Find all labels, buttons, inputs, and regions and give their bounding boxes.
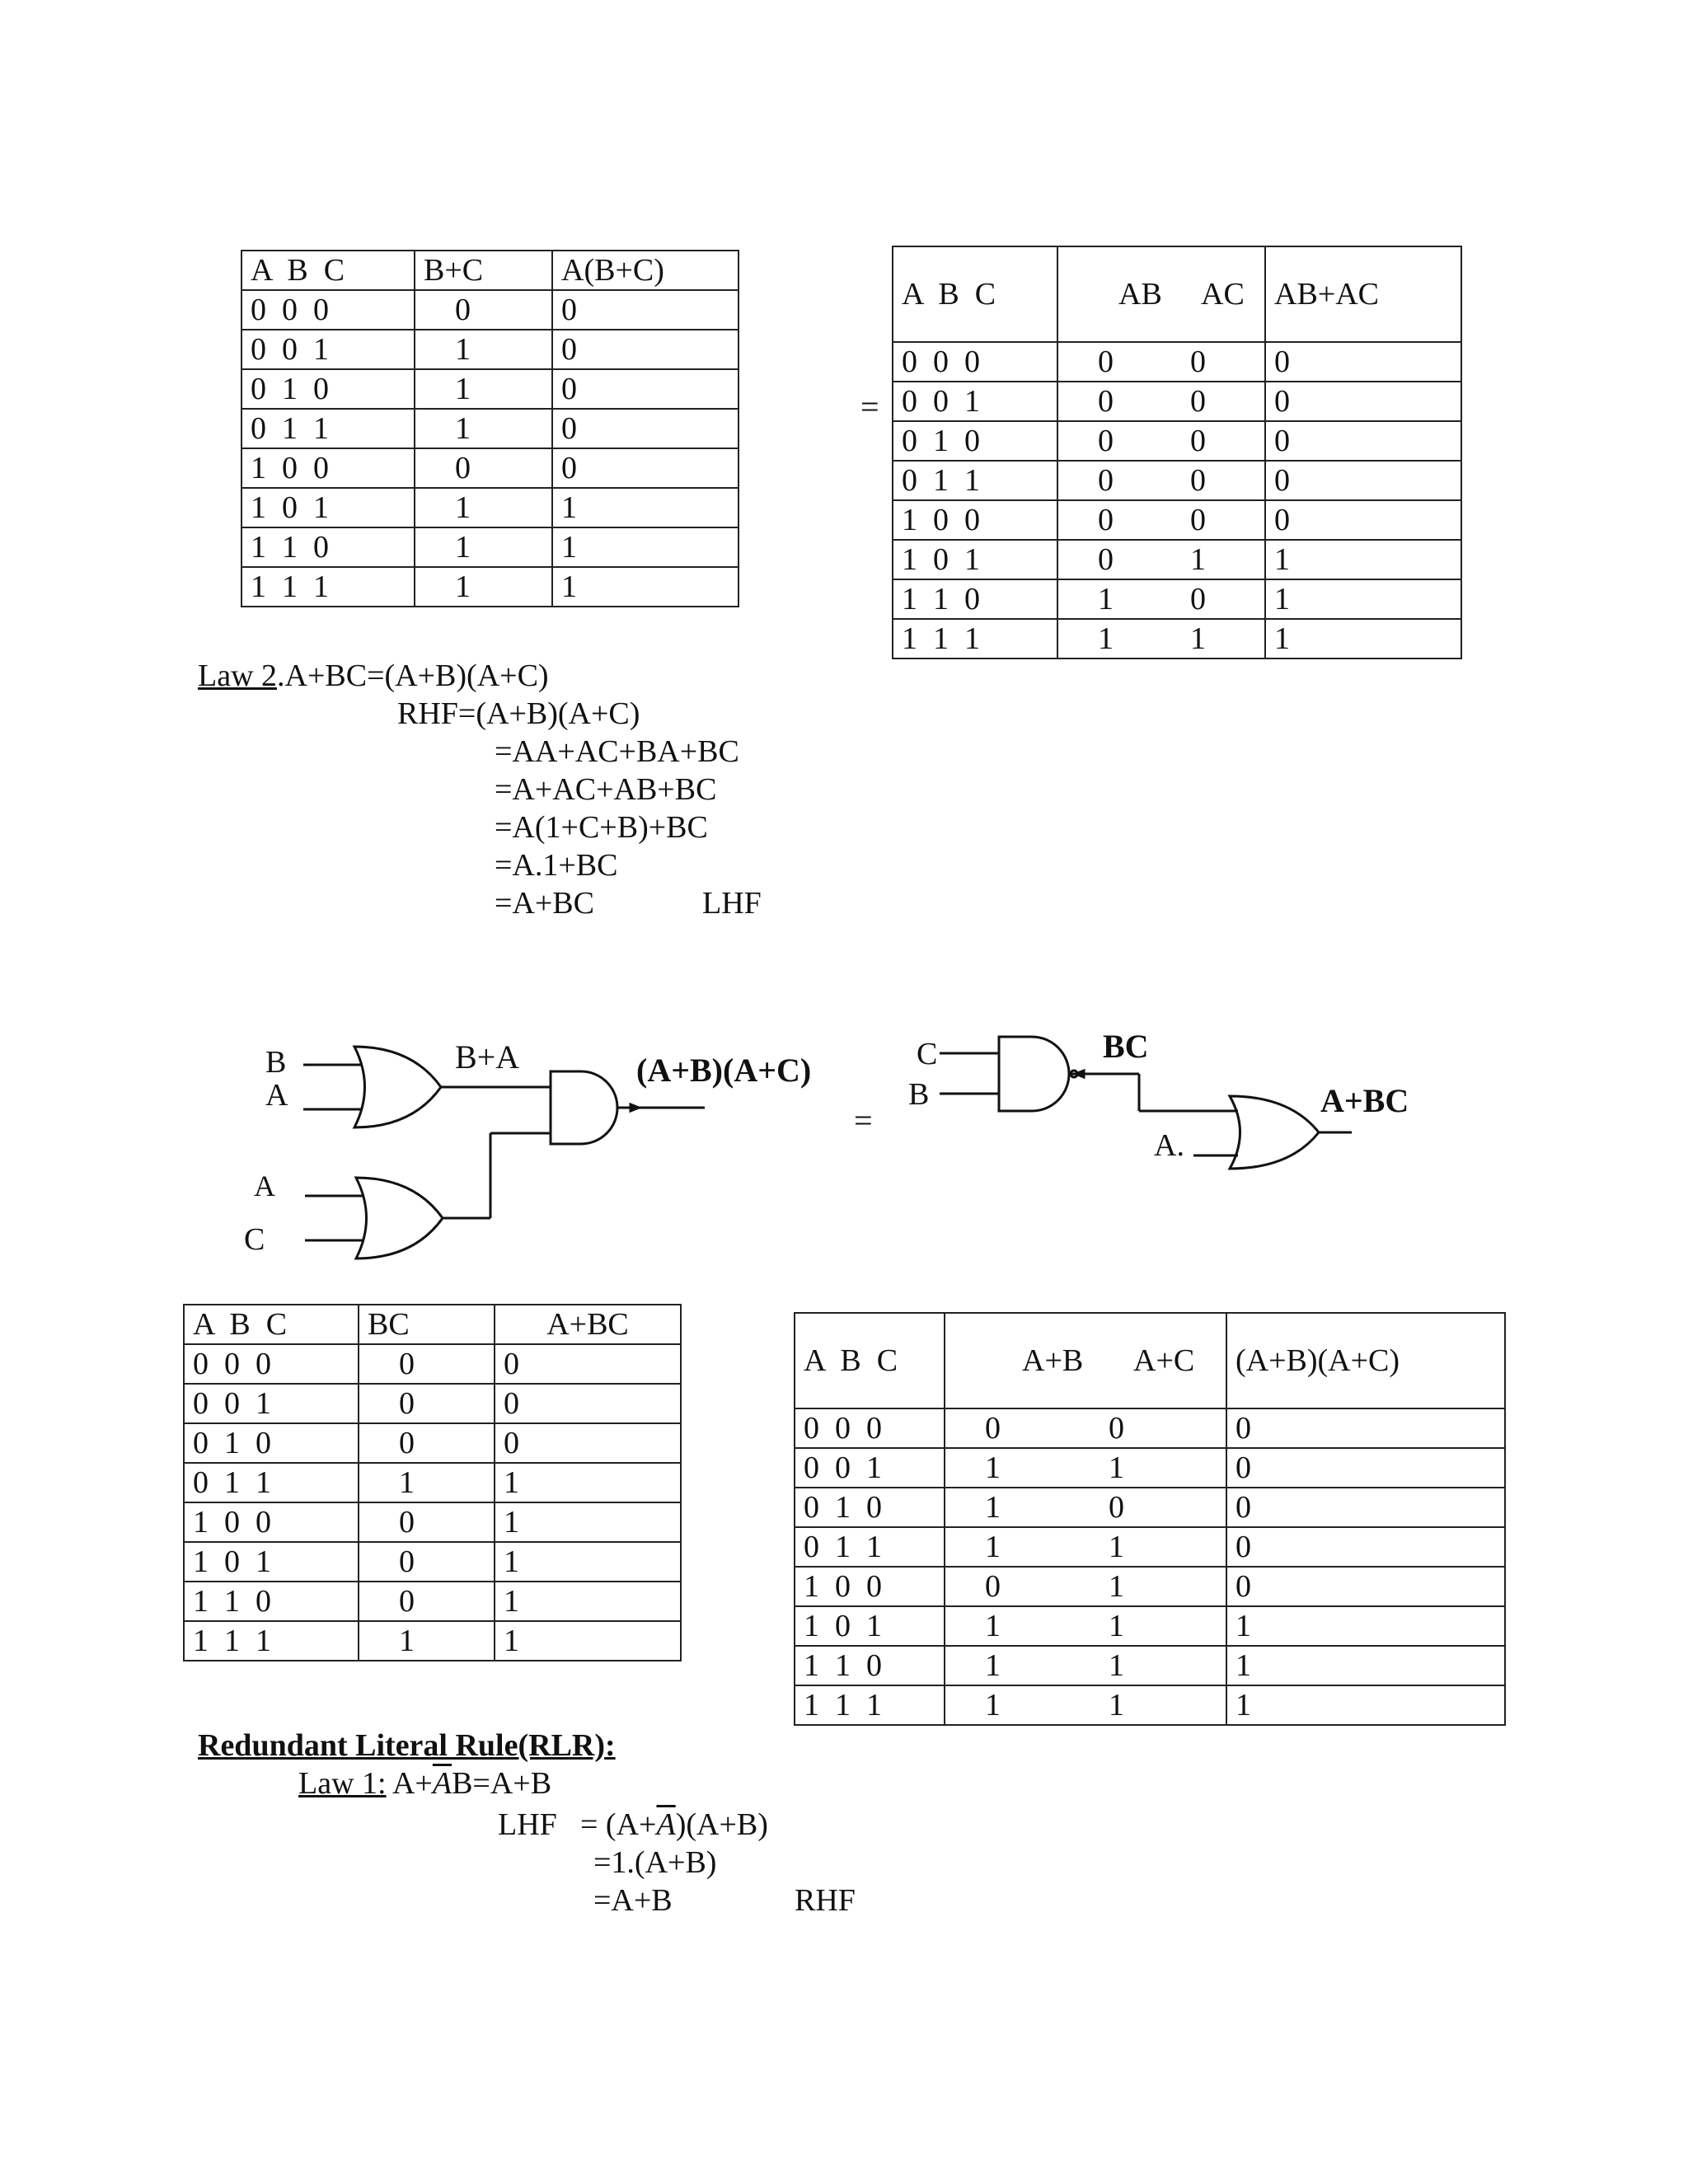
cell-inputs: 0 1 1 [184,1463,359,1502]
cell-inputs: 0 1 1 [893,461,1057,500]
cell-a-b-plus-c: 0 [552,369,738,409]
law2-conclusion: LHF [702,886,762,921]
cell-a-b-plus-c: 0 [552,448,738,488]
cell-a-plus-c: 1 [1109,1688,1124,1722]
truth-table-a-b-plus-c [241,250,739,607]
cell-inputs: 0 1 0 [795,1488,945,1527]
table-row [184,1582,681,1621]
law2-label: Law 2 [198,658,278,693]
label-in-a: A. [1154,1128,1184,1163]
cell-a-b-plus-c: 1 [552,567,738,607]
cell-ac: 0 [1190,503,1206,537]
table-row [893,421,1461,461]
cell-a-plus-c: 1 [1109,1609,1124,1643]
cell-ab: 0 [1098,503,1114,537]
cell-ab-plus-ac: 0 [1265,342,1461,382]
rlr-step3: =A+B [593,1883,673,1918]
table-body [241,290,738,607]
cell-product: 0 [1226,1567,1505,1606]
cell-a-plus-bc: 1 [495,1502,681,1542]
or-gate-2 [356,1178,443,1258]
cell-b-plus-c: 1 [415,330,552,369]
cell-inputs: 0 0 0 [184,1344,359,1384]
col-header-a-plus-b: A+B [1022,1343,1084,1378]
cell-a-plus-bc: 0 [495,1344,681,1384]
cell-inputs: 0 1 1 [795,1527,945,1567]
cell-inputs: 1 0 0 [893,500,1057,540]
law2-step-4: =A(1+C+B)+BC [495,810,708,845]
cell-inputs: 1 1 1 [241,567,415,607]
cell-a-plus-b: 1 [985,1490,1001,1525]
cell-a-plus-b: 1 [985,1688,1001,1722]
cell-inputs: 0 0 0 [893,342,1057,382]
cell-bc: 0 [359,1502,495,1542]
col-header-a-plus-c: A+C [1133,1343,1195,1378]
col-header-abc: A B C [795,1313,945,1408]
rlr-step1-label: LHF [498,1807,557,1842]
cell-inputs: 1 1 0 [795,1646,945,1685]
rlr-heading: Redundant Literal Rule(RLR): [198,1728,616,1763]
label-in-c: C [917,1037,938,1071]
cell-ab: 0 [1098,463,1114,498]
truth-table-a-plus-bc [183,1304,682,1661]
rlr-conclusion: RHF [795,1883,856,1918]
cell-inputs: 0 1 0 [184,1423,359,1463]
col-header-a-plus-bc: A+BC [495,1305,681,1344]
cell-ac: 0 [1190,384,1206,419]
cell-ab: 1 [1098,621,1114,656]
cell-a-plus-bc: 0 [495,1423,681,1463]
cell-inputs: 0 0 0 [241,290,415,330]
law2-step-5: =A.1+BC [495,848,618,883]
equals-sign-circuit: = [854,1102,873,1139]
cell-bc: 0 [359,1423,495,1463]
table-row [241,290,738,330]
cell-a-plus-b: 1 [985,1451,1001,1485]
cell-inputs: 0 1 1 [241,409,415,448]
cell-inputs: 1 0 1 [241,488,415,527]
cell-product: 1 [1226,1685,1505,1725]
cell-ab: 0 [1098,424,1114,458]
cell-b-plus-c: 1 [415,488,552,527]
arrow-icon [631,1104,639,1111]
cell-inputs: 1 1 0 [241,527,415,567]
cell-inputs: 0 0 1 [795,1448,945,1488]
col-header-product: (A+B)(A+C) [1226,1313,1505,1408]
rlr-statement-post: B=A+B [452,1766,552,1801]
table-row [893,342,1461,382]
cell-inputs: 1 0 1 [795,1606,945,1646]
label-in-c: C [244,1222,265,1257]
table-row [241,527,738,567]
table-row [241,488,738,527]
cell-inputs: 1 0 1 [893,540,1057,579]
cell-product: 0 [1226,1488,1505,1527]
col-header-ab: AB [1118,277,1162,312]
a-complement: $\overline{A}$ [432,1766,452,1801]
cell-ab-plus-ac: 1 [1265,540,1461,579]
cell-bc: 0 [359,1582,495,1621]
label-b-plus-a: B+A [455,1038,520,1076]
table-row [795,1567,1505,1606]
table-row [184,1463,681,1502]
cell-a-plus-c: 1 [1109,1569,1124,1604]
cell-ab-plus-ac: 0 [1265,382,1461,421]
cell-a-plus-b: 1 [985,1609,1001,1643]
left-circuit [303,1047,705,1258]
cell-ab-plus-ac: 0 [1265,461,1461,500]
cell-a-plus-b: 1 [985,1530,1001,1564]
cell-a-plus-c: 1 [1109,1530,1124,1564]
label-right-output: A+BC [1320,1082,1409,1119]
cell-b-plus-c: 1 [415,409,552,448]
rlr-step1 [580,1807,768,1843]
cell-b-plus-c: 0 [415,290,552,330]
cell-a-plus-c: 1 [1109,1648,1124,1683]
cell-inputs: 0 0 1 [184,1384,359,1423]
cell-a-plus-bc: 1 [495,1463,681,1502]
cell-a-plus-b: 0 [985,1569,1001,1604]
right-circuit [940,1037,1352,1169]
cell-inputs: 1 1 0 [893,579,1057,619]
table-row [795,1448,1505,1488]
table-row [184,1542,681,1582]
cell-ab-plus-ac: 1 [1265,579,1461,619]
truth-table-a-plus-b-times-a-plus-c [794,1312,1506,1726]
or-gate [1230,1096,1319,1169]
and-gate [999,1037,1069,1111]
cell-ac: 0 [1190,463,1206,498]
cell-product: 1 [1226,1646,1505,1685]
law2-step-2: =AA+AC+BA+BC [495,734,739,769]
cell-product: 0 [1226,1527,1505,1567]
table-row [795,1606,1505,1646]
a-complement: $\overline{A}$ [656,1807,676,1842]
cell-ab-plus-ac: 0 [1265,421,1461,461]
table-row [893,619,1461,658]
table-row [241,409,738,448]
table-row [241,369,738,409]
cell-ab-plus-ac: 1 [1265,619,1461,658]
label-in-a2: A [254,1169,275,1202]
table-body [893,342,1461,658]
label-left-output: (A+B)(A+C) [636,1052,812,1089]
table-row [893,540,1461,579]
cell-a-plus-bc: 0 [495,1384,681,1423]
cell-inputs: 0 1 0 [893,421,1057,461]
table-row [795,1685,1505,1725]
cell-a-plus-c: 0 [1109,1411,1124,1446]
table-row [184,1502,681,1542]
output-bubble [1071,1071,1077,1077]
cell-ac: 0 [1190,424,1206,458]
cell-inputs: 0 1 0 [241,369,415,409]
table-row [241,448,738,488]
cell-ac: 0 [1190,344,1206,379]
table-row [893,461,1461,500]
law2-step-1: RHF=(A+B)(A+C) [397,696,640,731]
cell-a-plus-c: 1 [1109,1451,1124,1485]
cell-ac: 1 [1190,621,1206,656]
table-row [893,579,1461,619]
cell-inputs: 1 1 1 [795,1685,945,1725]
cell-inputs: 1 0 0 [184,1502,359,1542]
cell-a-plus-bc: 1 [495,1582,681,1621]
cell-a-plus-b: 1 [985,1648,1001,1683]
label-in-b: B [908,1077,930,1112]
col-header-abc: A B C [241,251,415,290]
cell-inputs: 0 0 1 [893,382,1057,421]
col-header-abc: A B C [893,246,1057,342]
cell-inputs: 0 0 0 [795,1408,945,1448]
cell-bc: 0 [359,1344,495,1384]
cell-product: 0 [1226,1408,1505,1448]
cell-ab: 1 [1098,582,1114,616]
cell-inputs: 1 0 1 [184,1542,359,1582]
rlr-law1-statement [298,1765,551,1802]
or-gate-1 [354,1047,441,1127]
law2-step-6: =A+BC [495,886,594,921]
cell-inputs: 1 1 0 [184,1582,359,1621]
cell-a-b-plus-c: 1 [552,488,738,527]
col-header-abc: A B C [184,1305,359,1344]
rlr-step2: =1.(A+B) [593,1845,717,1880]
and-gate [551,1071,617,1144]
cell-inputs: 1 1 1 [184,1621,359,1661]
cell-a-plus-bc: 1 [495,1542,681,1582]
rlr-law1-label: Law 1: [298,1766,387,1801]
rlr-statement-pre: A+ [386,1766,433,1801]
cell-b-plus-c: 1 [415,567,552,607]
cell-b-plus-c: 1 [415,369,552,409]
equals-sign: = [860,388,879,425]
law2-statement [198,658,549,694]
table-row [795,1488,1505,1527]
cell-a-plus-b: 0 [985,1411,1001,1446]
table-row [795,1527,1505,1567]
col-header-a-b-plus-c: A(B+C) [552,251,738,290]
table-row [184,1384,681,1423]
col-header-ac: AC [1201,277,1245,312]
table-row [184,1344,681,1384]
cell-bc: 1 [359,1463,495,1502]
col-header-bc: BC [359,1305,495,1344]
cell-bc: 0 [359,1384,495,1423]
cell-bc: 1 [359,1621,495,1661]
table-row [893,500,1461,540]
law2-formula: .A+BC=(A+B)(A+C) [277,658,549,693]
table-row [795,1646,1505,1685]
cell-inputs: 1 1 1 [893,619,1057,658]
cell-a-plus-bc: 1 [495,1621,681,1661]
table-row [893,382,1461,421]
col-header-b-plus-c: B+C [415,251,552,290]
cell-inputs: 1 0 0 [241,448,415,488]
col-header-ab-plus-ac: AB+AC [1265,246,1461,342]
cell-a-b-plus-c: 1 [552,527,738,567]
table-row [241,330,738,369]
cell-b-plus-c: 0 [415,448,552,488]
cell-a-b-plus-c: 0 [552,330,738,369]
label-in-a: A [265,1078,288,1113]
cell-ab: 0 [1098,384,1114,419]
cell-ac: 1 [1190,542,1206,577]
law2-step-3: =A+AC+AB+BC [495,772,717,807]
cell-inputs: 0 0 1 [241,330,415,369]
cell-b-plus-c: 1 [415,527,552,567]
rlr-step1-pre: = (A+ [580,1807,657,1842]
cell-a-plus-c: 0 [1109,1490,1124,1525]
arrow-icon [1076,1071,1084,1077]
table-row [184,1621,681,1661]
table-row [795,1408,1505,1448]
rlr-step1-post: )(A+B) [675,1807,768,1842]
cell-ac: 0 [1190,582,1206,616]
cell-product: 0 [1226,1448,1505,1488]
table-row [184,1423,681,1463]
cell-ab-plus-ac: 0 [1265,500,1461,540]
cell-product: 1 [1226,1606,1505,1646]
cell-ab: 0 [1098,344,1114,379]
cell-bc: 0 [359,1542,495,1582]
table-body [184,1344,681,1661]
table-row [241,567,738,607]
cell-ab: 0 [1098,542,1114,577]
label-in-b: B [265,1045,287,1080]
cell-a-b-plus-c: 0 [552,409,738,448]
truth-table-ab-plus-ac [892,246,1462,659]
table-body [795,1408,1505,1725]
cell-a-b-plus-c: 0 [552,290,738,330]
label-bc: BC [1103,1028,1149,1065]
cell-inputs: 1 0 0 [795,1567,945,1606]
